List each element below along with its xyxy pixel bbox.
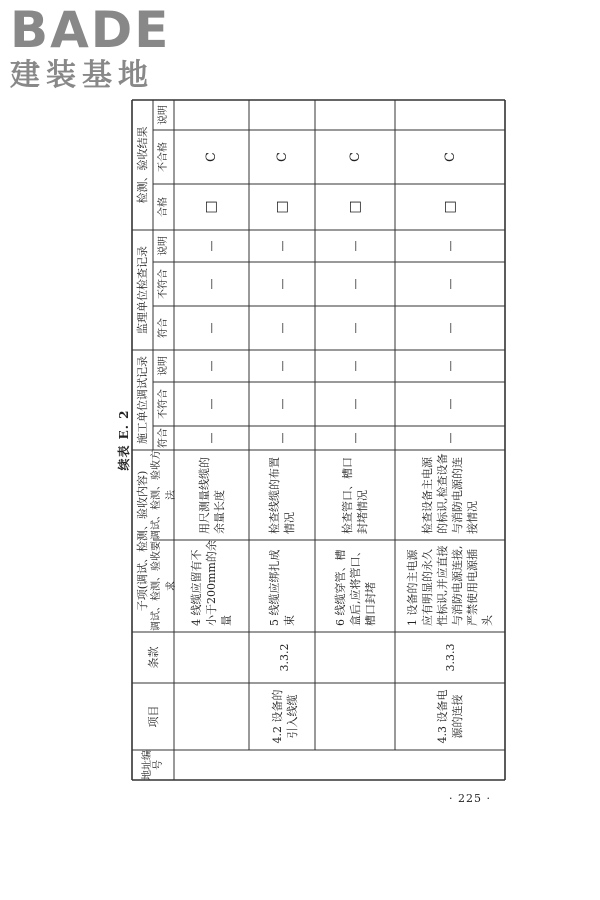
- logo-subtitle: 建装基地: [10, 58, 154, 93]
- requirement-cell: 6 线缆穿管、槽盒后,应将管口、槽口封堵: [333, 545, 377, 626]
- header-address-no: 地址编号: [142, 750, 164, 780]
- dash-cell: —: [205, 432, 218, 444]
- method-cell: 检查管口、槽口封堵情况: [341, 457, 369, 534]
- dash-cell: —: [205, 360, 218, 372]
- header-c-conform: 符合: [158, 428, 169, 448]
- qualified-checkbox[interactable]: □: [203, 200, 219, 214]
- header-subitem-method: 调试、检测、验收方法: [150, 450, 177, 540]
- unqualified-mark: C: [204, 152, 219, 162]
- clause-cell: 3.3.3: [443, 643, 457, 672]
- dash-cell: —: [348, 432, 362, 444]
- header-r-unqualified: 不合格: [158, 142, 169, 172]
- dash-cell: —: [443, 240, 457, 252]
- unqualified-mark: C: [274, 152, 290, 162]
- header-r-note: 说明: [158, 105, 169, 125]
- clause-cell: 3.3.2: [278, 643, 291, 672]
- project-cell: 4.3 设备电源的连接: [436, 689, 464, 744]
- dash-cell: —: [275, 398, 289, 410]
- dash-cell: —: [205, 240, 218, 252]
- header-result: 检测、验收结果: [136, 126, 149, 204]
- dash-cell: —: [348, 322, 362, 334]
- header-construction: 施工单位调试记录: [136, 356, 149, 444]
- dash-cell: —: [348, 398, 362, 410]
- header-c-nonconform: 不符合: [158, 389, 169, 419]
- header-s-note: 说明: [158, 236, 169, 256]
- header-project: 项目: [146, 705, 160, 728]
- dash-cell: —: [443, 432, 457, 444]
- dash-cell: —: [443, 278, 457, 290]
- unqualified-mark: C: [442, 152, 458, 162]
- qualified-checkbox[interactable]: □: [346, 200, 363, 214]
- dash-cell: —: [348, 240, 362, 252]
- qualified-checkbox[interactable]: □: [273, 200, 290, 214]
- header-r-qualified: 合格: [158, 197, 169, 217]
- requirement-cell: 1 设备的主电源应有明显的永久性标识,并应直接与消防电源连接,严禁使用电源插头: [406, 545, 494, 626]
- dash-cell: —: [275, 278, 289, 290]
- header-supervision: 监理单位检查记录: [136, 246, 149, 334]
- method-cell: 检查设备主电源的标识,检查设备与消防电源的连接情况: [421, 453, 479, 534]
- dash-cell: —: [275, 322, 289, 334]
- dash-cell: —: [443, 398, 457, 410]
- header-clause: 条款: [146, 646, 160, 669]
- dash-cell: —: [275, 240, 289, 252]
- table-caption: 续表 E. 2: [117, 409, 131, 471]
- rotated-table-page: [110, 100, 505, 780]
- header-subitem-req: 调试、检测、验收要求: [150, 541, 177, 631]
- dash-cell: —: [443, 322, 457, 334]
- requirement-cell: 4 线缆应留有不小于200mm的余量: [190, 540, 233, 626]
- dash-cell: —: [348, 278, 362, 290]
- unqualified-mark: C: [347, 152, 363, 162]
- header-c-note: 说明: [158, 356, 169, 376]
- dash-cell: —: [205, 322, 218, 334]
- dash-cell: —: [348, 360, 362, 372]
- dash-cell: —: [443, 360, 457, 372]
- header-s-nonconform: 不符合: [158, 269, 169, 299]
- header-subitem-group: 子项(调试、检测、验收内容): [136, 470, 149, 612]
- qualified-checkbox[interactable]: □: [441, 200, 458, 214]
- dash-cell: —: [205, 278, 218, 290]
- header-s-conform: 符合: [158, 318, 169, 338]
- method-cell: 用尺测量线缆的余量长度: [197, 457, 226, 534]
- dash-cell: —: [275, 432, 289, 444]
- page-number: · 225 ·: [449, 792, 491, 805]
- logo: [10, 2, 185, 102]
- logo-text: BADE: [10, 1, 171, 59]
- method-cell: 检查线缆的布置情况: [268, 457, 296, 534]
- dash-cell: —: [205, 398, 218, 410]
- requirement-cell: 5 线缆应绑扎成束: [268, 549, 296, 626]
- project-cell: 4.2 设备的引入线缆: [270, 689, 299, 744]
- dash-cell: —: [275, 360, 289, 372]
